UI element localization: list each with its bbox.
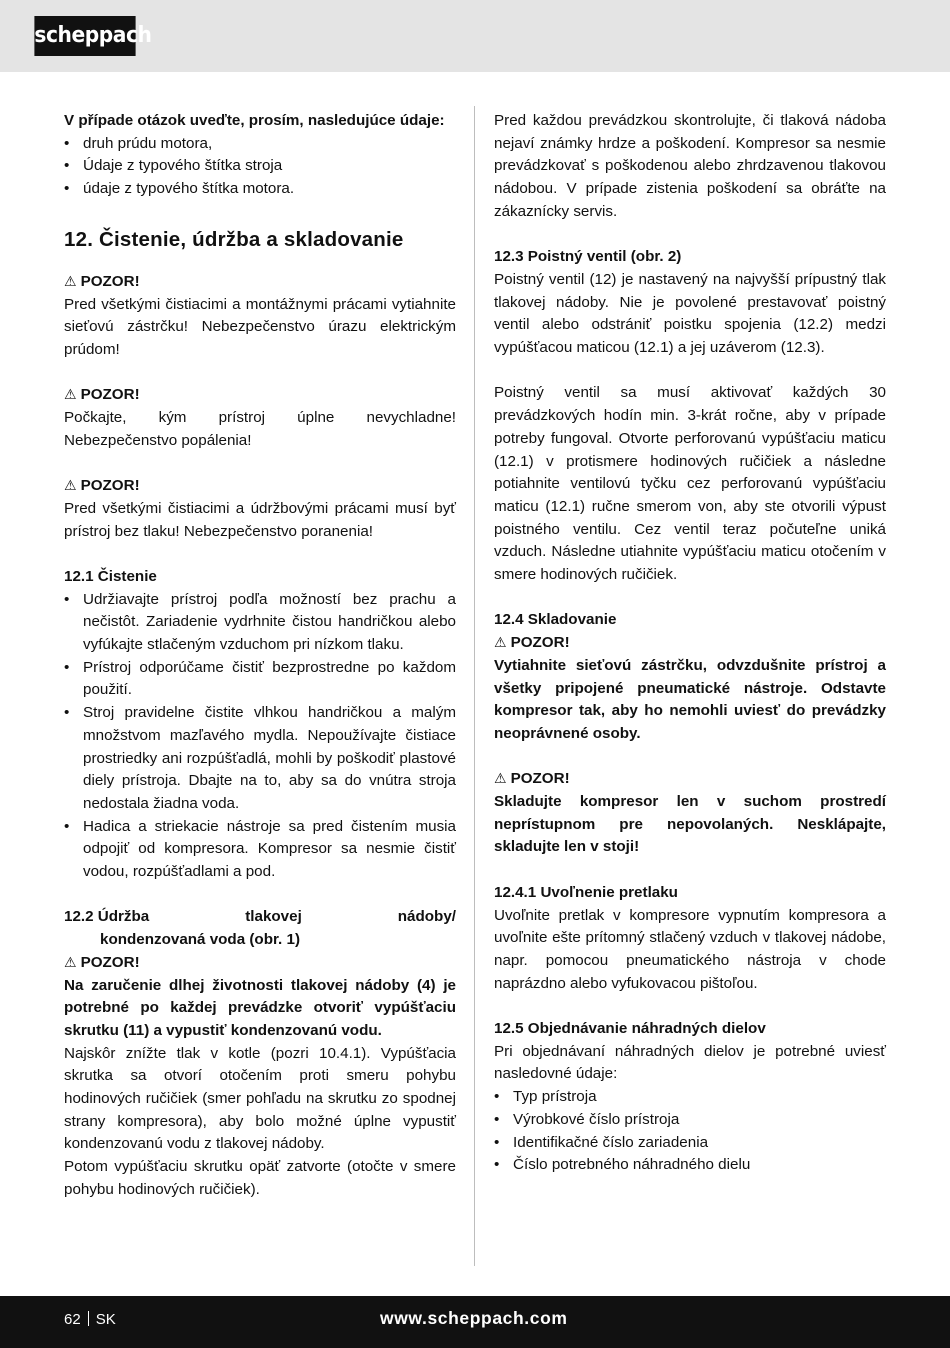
list-item: • Udržiavajte prístroj podľa možností bez prachu a nečistôt. Zariadenie vydrhnite čistou handričkou alebo vyfúkajte stlačeným vzduchom pri nízkom tlaku. [64, 589, 456, 657]
list-item: • Stroj pravidelne čistite vlhkou handričkou a malým množstvom mazľavého mydla. Nepoužívajte čistiace prostriedky ani rozpúšťadlá, mohli by poškodiť plastové diely prístroja. Dbajte na to, aby sa do vnútra stroja nedostala žiadna voda. [64, 702, 456, 816]
maintenance-paragraph: Najskôr znížte tlak v kotle (pozri 10.4.1). Vypúšťacia skrutka sa otvorí otočením proti smeru pohybu hodinových ručičiek (smer pohľadu na skrutku zo spodnej strany kompresora), aby bolo možné úplne vypustiť kondenzovanú vodu z tlakovej nádoby. [64, 1044, 456, 1153]
section-12-1-title: 12.1 Čistenie [64, 567, 157, 585]
warning-triangle-icon: ⚠ [494, 635, 507, 652]
list-item: • Identifikačné číslo zariadenia [494, 1132, 886, 1155]
list-item: • druh prúdu motora, [64, 133, 456, 156]
section-12-2-title: 12.2 Údržba tlakovej nádoby/ [64, 908, 456, 926]
list-item: • Výrobkové číslo prístroja [494, 1109, 886, 1132]
warning-text: Pred všetkými čistiacimi a montážnymi prácami vytiahnite sieťovú zástrčku! Nebezpečenstvo úrazu elektrickým prúdom! [64, 295, 456, 358]
maintenance-paragraph: Potom vypúšťaciu skrutku opäť zatvorte (otočte v smere pohybu hodinových ručičiek). [64, 1158, 456, 1198]
scheppach-logo: scheppach [34, 16, 135, 56]
section-12-4-1-title: 12.4.1 Uvoľnenie pretlaku [494, 883, 678, 901]
header-bar [0, 0, 950, 72]
section-12-4-title: 12.4 Skladovanie [494, 611, 617, 629]
cleaning-list [64, 589, 456, 884]
storage-warning-text: Vytiahnite sieťovú zástrčku, odvzdušnite prístroj a všetky pripojené pneumatické nástroje. Odstavte kompresor tak, aby ho nemohli uviesť do prevádzky neoprávnené osoby. [494, 656, 886, 742]
website-url: www.scheppach.com [380, 1308, 568, 1328]
maintenance-bold-text: Na zaručenie dlhej životnosti tlakovej nádoby (4) je potrebné po každej prevádzke otvoriť vypúšťaciu skrutku (11) a vypustiť kondenzovanú vodu. [64, 976, 456, 1039]
warning-label: ⚠ POZOR! [64, 386, 140, 404]
left-column [64, 110, 456, 1202]
language-code: SK [95, 1311, 116, 1328]
section-12-title: 12. Čistenie, údržba a skladovanie [64, 227, 404, 251]
right-column [494, 110, 886, 1177]
warning-text: Pred všetkými čistiacimi a údržbovými prácami musí byť prístroj bez tlaku! Nebezpečenstvo poranenia! [64, 499, 456, 540]
intro-list [64, 133, 456, 201]
list-item: • Údaje z typového štítka stroja [64, 155, 456, 178]
separator [88, 1311, 89, 1326]
storage-warning-text: Skladujte kompresor len v suchom prostredí neprístupnom pre nepovolaných. Nesklápajte, skladujte len v stoji! [494, 793, 886, 856]
footer-bar [0, 1296, 950, 1348]
section-12-2-title-line2: kondenzovaná voda (obr. 1) [100, 931, 301, 949]
safety-valve-paragraph: Poistný ventil (12) je nastavený na najvyšší prípustný tlak tlakovej nádoby. Nie je povolené prestavovať poistný ventil alebo odstrániť poistku spojenia (12.2) medzi vypúšťacou maticou (12.1) a jej uzáverom (12.3). [494, 270, 886, 357]
list-item: • Hadica a striekacie nástroje sa pred čistením musia odpojiť od kompresora. Kompresor sa nesmie čistiť vodou, rozpúšťadlami a pod. [64, 816, 456, 884]
spare-parts-paragraph: Pri objednávaní náhradných dielov je potrebné uviesť nasledovné údaje: [494, 1042, 886, 1083]
warning-triangle-icon: ⚠ [64, 478, 77, 495]
safety-valve-paragraph: Poistný ventil sa musí aktivovať každých 30 prevádzkových hodín min. 3-krát ročne, aby v prípade potreby fungoval. Otvorte perforovanú vypúšťaciu maticu (12.1) v protismere hodinových ručičiek a následne potiahnite ventilovú tyčku cez perforovanú vypúšťaciu maticu (12.1) ručne smerom von, aby ste otvorili výpust poistného ventilu. Cez ventil teraz počuteľne uniká vzduch. Následne utiahnite vypúšťaciu maticu otočením v smere hodinových ručičiek. [494, 384, 886, 584]
warning-label: ⚠ POZOR! [64, 477, 140, 495]
warning-triangle-icon: ⚠ [64, 954, 77, 971]
warning-label: ⚠ POZOR! [494, 770, 570, 788]
spare-parts-list [494, 1086, 886, 1177]
warning-label: ⚠ POZOR! [64, 272, 140, 290]
warning-triangle-icon: ⚠ [64, 387, 77, 404]
tank-inspection-paragraph: Pred každou prevádzkou skontrolujte, či tlaková nádoba nejaví známky hrdze a poškodení. Kompresor sa nesmie prevádzkovať s poškodenou alebo zhrdzavenou tlakovou nádobou. V prípade zistenia poškodení sa obráťte na zákaznícky servis. [494, 112, 886, 220]
warning-triangle-icon: ⚠ [494, 771, 507, 788]
intro-heading: V případe otázok uveďte, prosím, nasledujúce údaje: [64, 112, 445, 129]
list-item: • Typ prístroja [494, 1086, 886, 1109]
warning-label: ⚠ POZOR! [64, 953, 140, 971]
section-12-3-title: 12.3 Poistný ventil (obr. 2) [494, 248, 682, 266]
page-indicator [64, 1311, 116, 1328]
list-item: • Prístroj odporúčame čistiť bezprostredne po každom použití. [64, 657, 456, 702]
list-item: • Číslo potrebného náhradného dielu [494, 1154, 886, 1177]
warning-triangle-icon: ⚠ [64, 273, 77, 290]
warning-text: Počkajte, kým prístroj úplne nevychladne! Nebezpečenstvo popálenia! [64, 409, 456, 449]
section-12-5-title: 12.5 Objednávanie náhradných dielov [494, 1020, 766, 1038]
pressure-release-paragraph: Uvoľnite pretlak v kompresore vypnutím kompresora a uvoľnite ešte prítomný stlačený vzduch v tlakovej nádobe, napr. pomocou pneumatického nástroja v chode naprázdno alebo vyfukovacou pištoľou. [494, 906, 886, 992]
warning-label: ⚠ POZOR! [494, 634, 570, 652]
column-divider [474, 106, 475, 1266]
list-item: • údaje z typového štítka motora. [64, 178, 456, 201]
page-number: 62 [64, 1311, 81, 1328]
